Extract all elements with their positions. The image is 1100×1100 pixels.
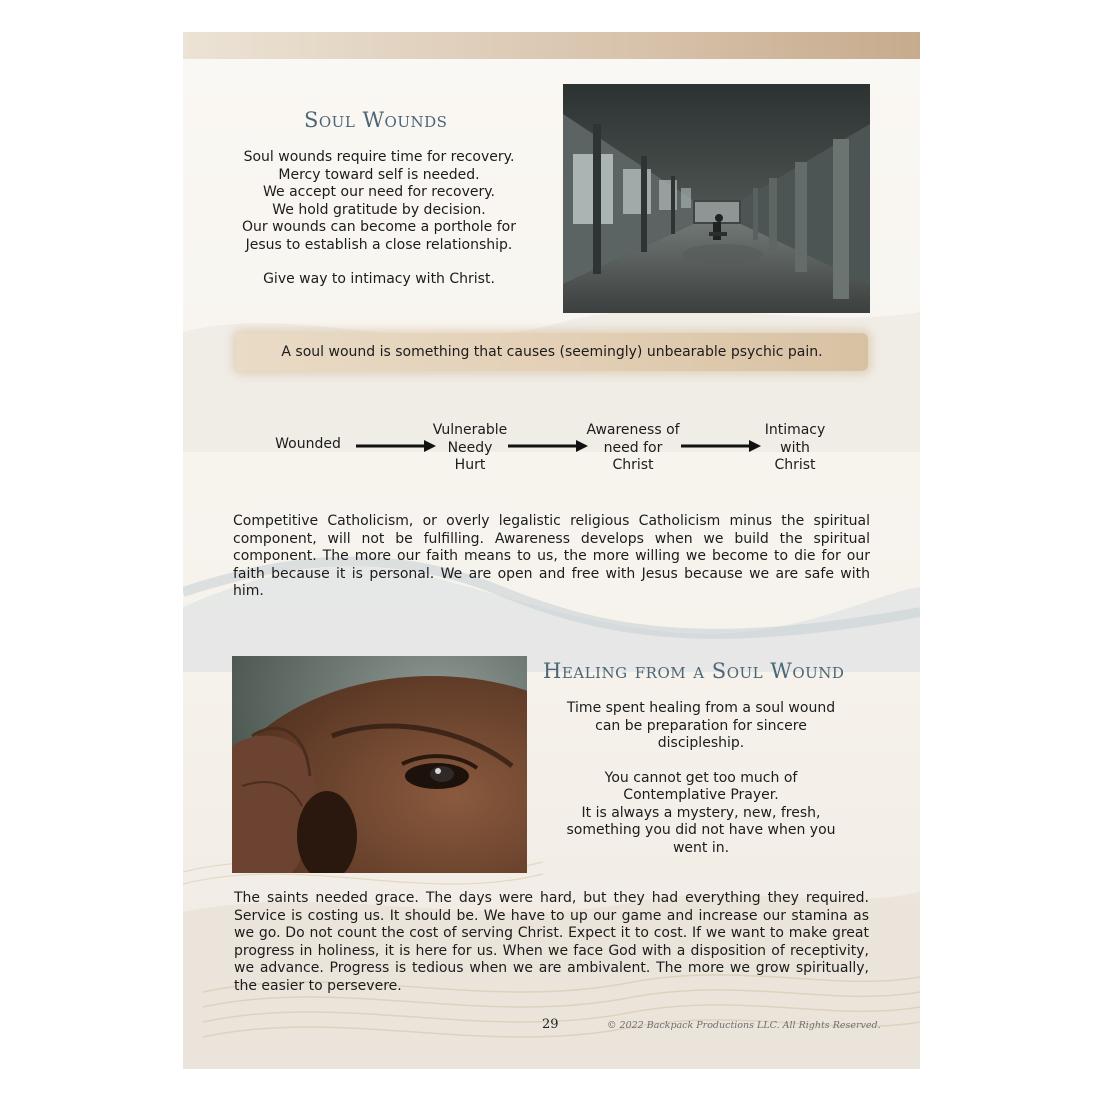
text-line: went in. [672, 839, 730, 856]
text-line: discipleship. [657, 735, 745, 751]
paragraph-saints-grace: The saints needed grace. The days were hard, but they had everything they required. Service is costing us. It should be. We have to up our game and increase our stamina as we go. Do not count the cost of serving Christ. Expect it to cost. If we want to make great progress in holiness, it is here for us. When we face God with a disposition of receptivity, we advance. Progress is tedious when we are ambivalent. The more we grow spiritually, the easier to persevere. [234, 890, 869, 994]
section-title-soul-wounds: Soul Wounds [304, 108, 448, 132]
document-page [183, 32, 920, 1069]
copyright-notice: © 2022 Backpack Productions LLC. All Rights Reserved. [607, 1020, 881, 1031]
section-title-healing: Healing from a Soul Wound [543, 659, 845, 683]
flow-label: Needy [447, 439, 493, 456]
flow-label: with [780, 439, 810, 456]
praying-person-photo [232, 656, 527, 873]
text-line: Our wounds can become a porthole for [242, 219, 516, 235]
text-line: Soul wounds require time for recovery. [243, 149, 515, 165]
text-line: Jesus to establish a close relationship. [245, 236, 513, 253]
flow-label: Intimacy [764, 422, 826, 438]
paragraph-competitive-catholicism: Competitive Catholicism, or overly legalistic religious Catholicism minus the spiritual component, will not be fulfilling. Awareness develops when we build the spiritual component. The more our faith means to us, the more willing we become to die for our faith because it is personal. We are open and free with Jesus because we are safe with him. [233, 513, 870, 599]
text-line: You cannot get too much of [604, 769, 798, 786]
text-line: can be preparation for sincere [595, 717, 807, 734]
flow-label: Christ [774, 457, 816, 473]
text-line: Mercy toward self is needed. [278, 166, 480, 183]
text-line: We hold gratitude by decision. [272, 201, 486, 218]
flow-label: need for [603, 439, 663, 456]
flow-node-awareness [572, 422, 694, 475]
soul-wounds-text [229, 149, 529, 289]
text-line: Time spent healing from a soul wound [566, 700, 836, 716]
empty-hallway-photo [563, 84, 870, 313]
flow-node-intimacy [750, 422, 840, 475]
text-line: We accept our need for recovery. [263, 184, 495, 200]
healing-text [551, 700, 851, 857]
flow-label: Vulnerable [432, 422, 508, 438]
text-line: Contemplative Prayer. [623, 787, 779, 803]
flow-node-vulnerable [420, 422, 520, 475]
text-line: Give way to intimacy with Christ. [263, 271, 495, 287]
text-line: something you did not have when you [566, 822, 836, 838]
page-number: 29 [542, 1017, 559, 1032]
callout-banner: A soul wound is something that causes (seemingly) unbearable psychic pain. [236, 333, 868, 371]
flow-node-wounded [268, 436, 348, 454]
flow-label: Wounded [275, 436, 341, 452]
flow-label: Christ [612, 457, 654, 473]
flow-label: Awareness of [586, 422, 680, 438]
text-line: It is always a mystery, new, fresh, [581, 804, 821, 821]
flow-label: Hurt [454, 457, 486, 473]
